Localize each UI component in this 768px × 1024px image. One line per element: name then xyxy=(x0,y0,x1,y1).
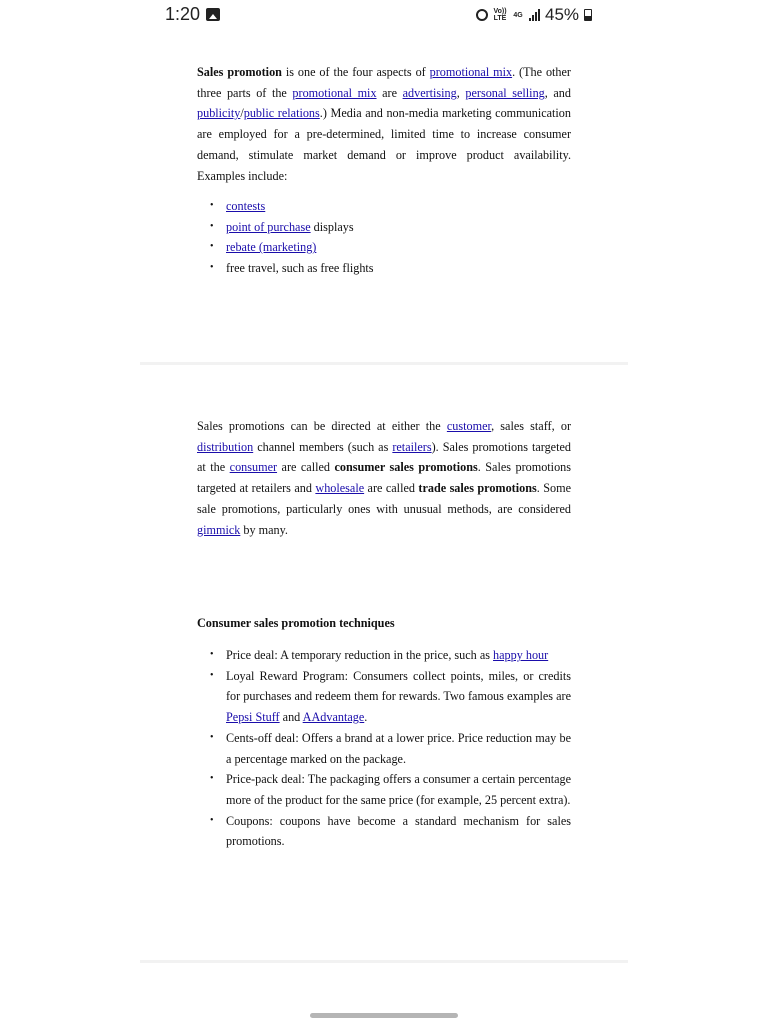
list-item-loyal-reward xyxy=(197,666,571,728)
text: Coupons: coupons have become a standard mechanism for sales promotions. xyxy=(226,813,571,849)
intro-paragraph xyxy=(197,62,571,186)
signal-icon xyxy=(529,9,540,21)
page-divider xyxy=(140,362,628,365)
list-item xyxy=(197,217,571,238)
link-customer[interactable]: customer xyxy=(446,419,492,433)
link-aadvantage[interactable]: AAdvantage xyxy=(302,710,365,725)
list-item-cents-off xyxy=(197,728,571,769)
battery-percentage: 45% xyxy=(545,5,580,24)
text: channel members (such as xyxy=(253,439,393,454)
text: free travel, such as free flights xyxy=(226,261,374,276)
list-item xyxy=(197,196,571,217)
network-type-icon: 4G xyxy=(513,11,523,19)
term-trade-sales-promotions: trade sales promotions xyxy=(418,481,537,496)
list-item-price-pack xyxy=(197,769,571,810)
targeting-paragraph xyxy=(197,416,571,540)
link-consumer[interactable]: consumer xyxy=(229,460,278,475)
examples-list xyxy=(197,196,571,279)
link-pepsi-stuff[interactable]: Pepsi Stuff xyxy=(226,710,280,725)
document-page-2 xyxy=(140,367,628,959)
text: Cents-off deal: Offers a brand at a lower price. Price reduction may be a percentage marked on the package. xyxy=(226,730,571,766)
list-item-coupons xyxy=(197,811,571,852)
text: is one of the four aspects of xyxy=(281,65,430,79)
text: by many. xyxy=(240,522,288,537)
list-item xyxy=(197,258,571,279)
link-personal-selling[interactable]: personal selling xyxy=(465,85,545,100)
text: are called xyxy=(277,460,335,475)
text: Price-pack deal: The packaging offers a consumer a certain percentage more of the product for the same price (for example, 25 percent extra). xyxy=(226,772,571,807)
text: , and xyxy=(544,85,571,100)
link-retailers[interactable]: retailers xyxy=(392,439,432,454)
gallery-notification-icon xyxy=(206,8,220,21)
link-wholesale[interactable]: wholesale xyxy=(315,481,365,496)
link-distribution[interactable]: distribution xyxy=(197,439,254,454)
link-publicity[interactable]: publicity xyxy=(197,106,241,121)
section-heading: Consumer sales promotion techniques xyxy=(197,616,395,630)
home-gesture-bar[interactable] xyxy=(310,1013,458,1018)
link-happy-hour[interactable]: happy hour xyxy=(493,648,549,662)
link-rebate[interactable]: rebate (marketing) xyxy=(226,240,317,255)
text: .) Media and non-media marketing communication are employed for a pre-determined, limited time to increase consumer demand, stimulate market demand or improve product availability. Examples include: xyxy=(197,106,571,183)
text: . Some sale promotions, particularly ones with unusual methods, are considered xyxy=(197,481,571,516)
text: . xyxy=(364,710,368,725)
page-divider xyxy=(140,960,628,963)
text: are called xyxy=(364,481,419,496)
link-point-of-purchase[interactable]: point of purchase xyxy=(226,219,311,234)
text: are xyxy=(376,85,403,100)
list-item-price-deal xyxy=(197,645,571,666)
volte-icon: Vo)) LTE xyxy=(493,8,507,22)
battery-icon xyxy=(584,9,592,21)
link-contests[interactable]: contests xyxy=(226,199,266,213)
text: displays xyxy=(310,219,354,234)
text: Loyal Reward Program: Consumers collect points, miles, or credits for purchases and redeem them for rewards. Two famous examples are xyxy=(226,668,571,704)
status-time: 1:20 xyxy=(165,4,201,24)
text: , sales staff, or xyxy=(491,419,572,433)
text: ). Sales promotions targeted at the xyxy=(197,439,571,475)
document-page-1 xyxy=(140,32,628,362)
link-public-relations[interactable]: public relations xyxy=(243,106,320,121)
list-item xyxy=(197,237,571,258)
text: Sales promotions can be directed at either the xyxy=(197,419,447,433)
term-sales-promotion: Sales promotion xyxy=(197,65,282,79)
text: , xyxy=(456,85,466,100)
link-advertising[interactable]: advertising xyxy=(402,85,457,100)
text: . (The other three parts of the xyxy=(197,65,571,100)
link-promotional-mix[interactable]: promotional mix xyxy=(429,65,513,79)
text: Price deal: A temporary reduction in the price, such as xyxy=(226,648,494,662)
text: . Sales promotions targeted at retailers and xyxy=(197,460,571,496)
text: and xyxy=(279,710,303,725)
status-icons xyxy=(476,4,592,26)
status-bar xyxy=(0,0,768,32)
term-consumer-sales-promotions: consumer sales promotions xyxy=(334,460,478,475)
link-promotional-mix-2[interactable]: promotional mix xyxy=(292,85,377,100)
techniques-list xyxy=(197,645,571,852)
text: / xyxy=(240,106,244,121)
link-gimmick[interactable]: gimmick xyxy=(197,522,241,537)
alarm-icon xyxy=(476,9,488,21)
